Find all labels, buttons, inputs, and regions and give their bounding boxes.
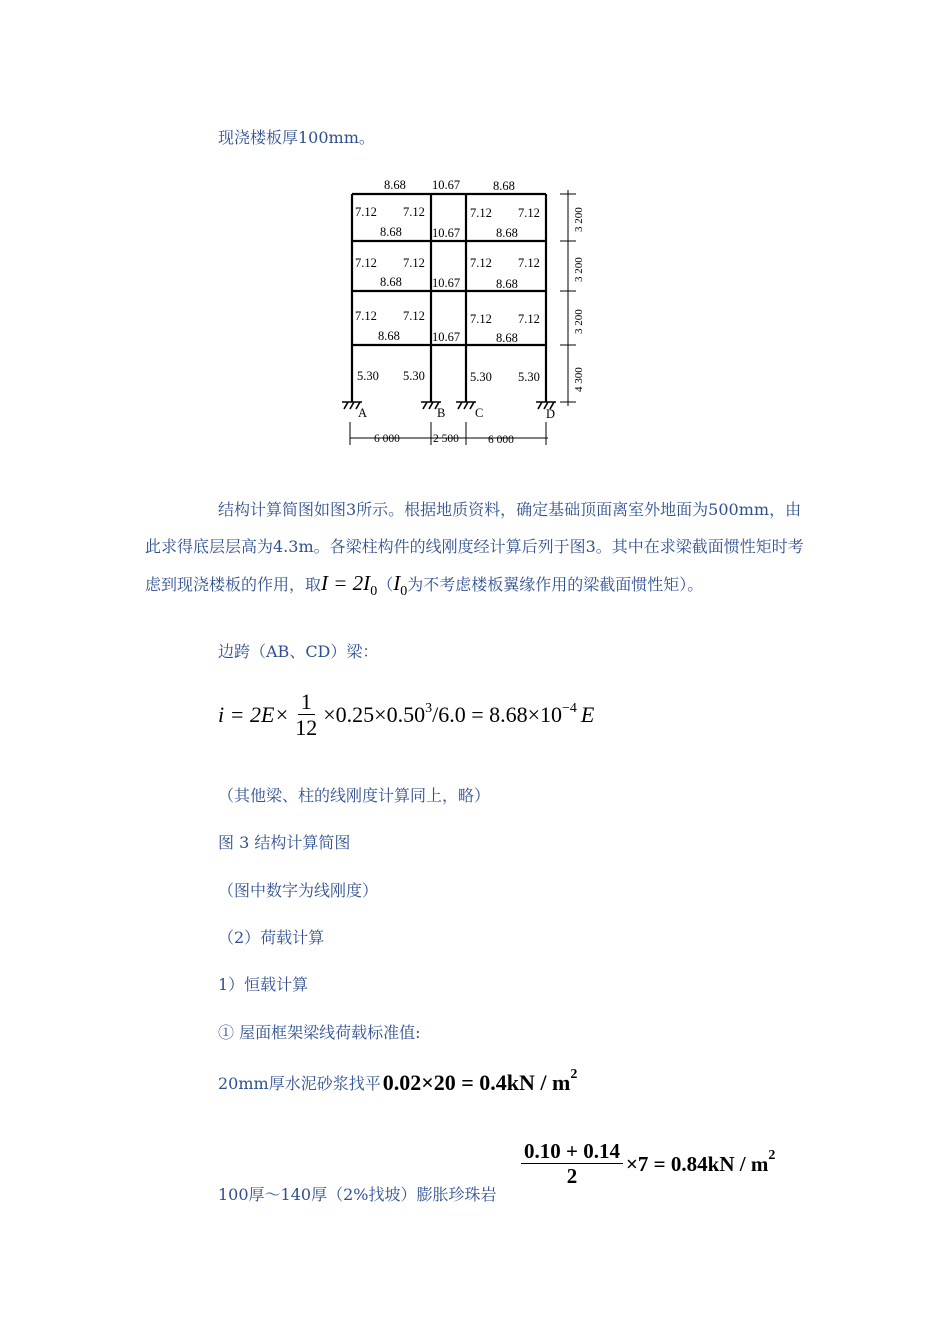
beam-label: 8.68 — [496, 226, 518, 240]
beam-label: 8.68 — [384, 178, 406, 192]
column-label: 7.12 — [518, 206, 540, 220]
formula-i0: $I_0$ — [393, 571, 408, 600]
perlite-formula: $\frac{0.10 + 0.14}{2}$ ×7 = 0.84kN / m $^2$ — [518, 1140, 775, 1188]
frame-diagram — [330, 170, 620, 460]
figure-caption: 图 3 结构计算简图 — [218, 833, 351, 852]
slab-thickness-text: 现浇楼板厚100mm。 — [218, 128, 375, 147]
figure-note: （图中数字为线刚度） — [218, 881, 379, 900]
span-dim: 6 000 — [488, 434, 514, 446]
axis-label-b: B — [437, 406, 446, 420]
side-beam-heading: 边跨（AB、CD）梁： — [218, 642, 379, 661]
axis-label-a: A — [358, 406, 368, 420]
mortar-line — [218, 1066, 578, 1096]
column-label: 7.12 — [470, 206, 492, 220]
beam-label: 8.68 — [496, 277, 518, 291]
height-dim: 4 300 — [573, 367, 585, 392]
roof-beam-item: ① 屋面框架梁线荷载标准值: — [218, 1023, 421, 1042]
column-label: 5.30 — [470, 370, 492, 384]
beam-label: 10.67 — [432, 226, 461, 240]
other-members-note: （其他梁、柱的线刚度计算同上，略） — [218, 786, 491, 805]
height-dim: 3 200 — [573, 207, 585, 232]
span-dim: 6 000 — [374, 433, 400, 445]
beam-label: 8.68 — [380, 275, 402, 289]
section-load-heading: （2）荷载计算 — [218, 928, 325, 947]
column-label: 7.12 — [470, 312, 492, 326]
beam-label: 8.68 — [378, 329, 400, 343]
mortar-label: 20mm厚水泥砂浆找平 — [218, 1074, 381, 1093]
axis-label-c: C — [475, 406, 484, 420]
perlite-label: 100厚～140厚（2%找坡）膨胀珍珠岩 — [218, 1185, 497, 1204]
column-label: 7.12 — [403, 205, 425, 219]
column-label: 5.30 — [357, 369, 379, 383]
beam-label: 8.68 — [380, 225, 402, 239]
mortar-formula: $0.02\times 20 = 0.4kN / m^2$ — [382, 1066, 578, 1095]
axis-label-d: D — [546, 407, 556, 421]
structure-paragraph — [145, 491, 805, 610]
beam-label: 8.68 — [493, 179, 515, 193]
column-label: 7.12 — [355, 256, 377, 270]
column-label: 7.12 — [403, 309, 425, 323]
beam-label: 10.67 — [432, 276, 461, 290]
column-label: 5.30 — [518, 370, 540, 384]
column-label: 5.30 — [403, 369, 425, 383]
formula-i-equals-2i0: $I = 2I_0$ — [321, 571, 378, 600]
column-label: 7.12 — [403, 256, 425, 270]
column-label: 7.12 — [518, 256, 540, 270]
structure-text-part1: 结构计算简图如图3所示。根据地质资料，确定基础顶面离室外地面为500mm，由此求得底层层高为4.3m。各梁柱构件的线刚度经计算后列于图3。其中在求梁截面惯性矩时考虑到现浇楼板的作用，取 — [145, 500, 804, 594]
height-dim: 3 200 — [573, 309, 585, 334]
span-dim: 2 500 — [433, 433, 459, 445]
paren-open: （ — [377, 575, 394, 594]
section-dead-heading: 1）恒载计算 — [218, 975, 309, 994]
stiffness-equation: i = 2E× $\frac{1}{12}$ ×0.25×0.50 $^3$ /6.0 = 8.68×10 $^{-4}$ E — [218, 689, 595, 741]
column-label: 7.12 — [470, 256, 492, 270]
structure-text-part2: 为不考虑楼板翼缘作用的梁截面惯性矩）。 — [407, 575, 704, 594]
beam-label: 8.68 — [496, 331, 518, 345]
beam-label: 10.67 — [432, 178, 461, 192]
column-label: 7.12 — [355, 205, 377, 219]
beam-label: 10.67 — [432, 330, 461, 344]
height-dim: 3 200 — [573, 257, 585, 282]
column-label: 7.12 — [355, 309, 377, 323]
column-label: 7.12 — [518, 312, 540, 326]
